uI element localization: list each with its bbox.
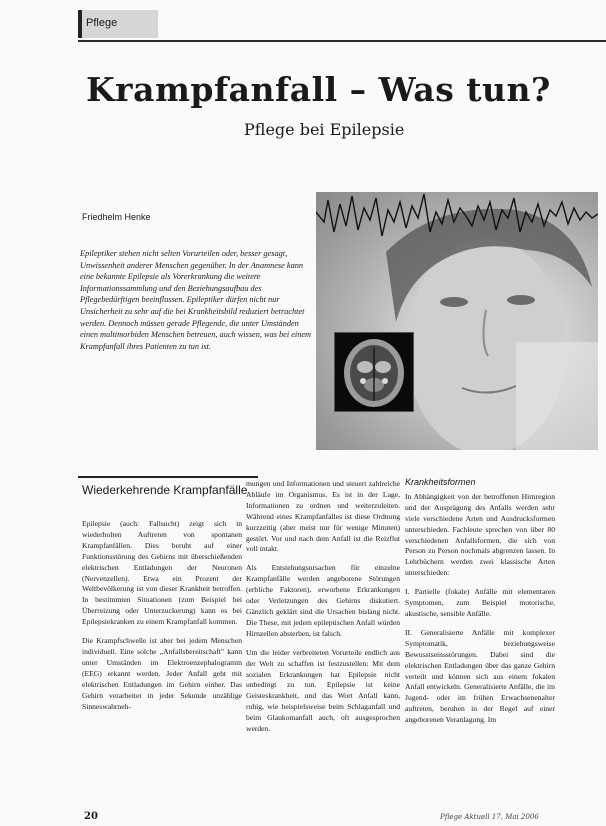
page-number: 20 [84, 811, 98, 822]
column-2 [246, 479, 400, 743]
article-subtitle: Pflege bei Epilepsie [244, 120, 405, 139]
col3-paragraph-1: In Abhängigkeit von der betroffenen Hirnregion und der Ausprägung des Anfalls werden sehr viele verschiedene Arten und Ausdrucksformen unterschieden. Fachleute sprechen von über 80 verschiedenen Anfallsformen, die sich von Person zu Person nochmals abgrenzen lassen. In Lehrbüchern werden zwei klassische Arten unterschieden: [405, 491, 555, 578]
col2-paragraph-2: Als Entstehungsursachen für einzelne Krampfanfälle werden angeborene Störungen (erbliche Faktoren), erworbene Erkrankungen oder Verletzungen des Gehirns diskutiert. Gänzlich geklärt sind die Ursachen bislang nicht. Die These, mit jedem epileptischen Anfall würden Hirnzellen absterben, ist falsch. [246, 563, 400, 638]
footer-source: Pflege Aktuell 17, Mai 2006 [440, 813, 539, 821]
col1-paragraph-2: Die Krampfschwelle ist aber bei jedem Menschen individuell. Eine solche „Anfallsbereitschaft" kann unter Umständen im Elektroenzephalogramm (EEG) erkannt werden. Jeder Anfall geht mit elektrischen Entladungen im Gehirn einher. Das Gehirn verarbeitet in jeder Sekunde unzählige Sinneswahrneh- [82, 636, 242, 711]
brain-scan-image [334, 332, 414, 412]
col2-paragraph-3: Um die leider verbreiteten Vorurteile endlich aus der Welt zu schaffen ist festzustellen: Mit dem sozialen Erkrankungen hat Epilepsie nicht unbedingt zu tun. Epilepsie ist keine Geisteskrankheit, und das Wort Anfall kann, ruhig, wie beispielsweise beim Schlaganfall und beim Glaukomanfall auch, oft ausgesprochen werden. [246, 647, 400, 734]
col2-paragraph-1: mungen und Informationen und steuert zahlreiche Abläufe im Organismus. Es ist in der Lage, Informationen zu ordnen und weiterzuleiten. Während eines Krampfanfalles ist diese Ordnung kurzzeitig (aber meist nur für wenige Minuten) gestört. Vor und nach dem Anfall ist die Reizflut voll intakt. [246, 479, 400, 554]
col1-paragraph-1: Epilepsie (auch: Fallsucht) zeigt sich in wiederholten Auftreten von spontanen Krampfanfällen. Dies beruht auf einer Funktionsstörung des Gehirns mit überschießenden elektrischen Entladungen der Neuronen (Nervenzellen). Etwa ein Prozent der Weltbevölkerung ist von dieser Krankheit betroffen. In bestimmten Situationen (zum Beispiel bei Überreizung oder Unterzuckerung) kann es bei Epilepsiekranken zu einem Krampfanfall kommen. [82, 519, 242, 627]
col3-paragraph-2: I. Partielle (fokale) Anfälle mit elementaren Symptomen, zum Beispiel motorische, akustische, sensible Anfälle. [405, 587, 555, 618]
header-rule [78, 40, 606, 42]
column-3 [405, 477, 555, 734]
intro-text: Epileptiker stehen nicht selten Vorurteilen oder, besser gesagt, Unwissenheit anderer Menschen gegenüber. In der Anamnese kann eine bekannte Epilepsie als Vorerkrankung die weitere Informationssammlung und den Beziehungsaufbau des Pflegebedürftigen beeinflussen. Epileptiker dürfen nicht nur Unsicherheit zu sehr auf die bei Krankheitsbild reduziert betrachtet werden. Dennoch müssen gerade Pflegende, die unter Umständen einen multimorbiden Menschen betreuen, auch wissen, was bei einem Krampfanfall ihres Patienten zu tun ist. [80, 249, 312, 351]
box-title: Wiederkehrende Krampfanfälle [82, 483, 248, 497]
section-label: Pflege [86, 17, 118, 29]
col3-paragraph-3: II. Generalisierte Anfälle mit komplexer Symptomatik, beziehungsweise Bewusstseinsstörungen. Dabei sind die elektrischen Entladungen über das ganze Gehirn verteilt und können sich aus einem fokalen Anfall entwickeln. Generalisierte Anfälle, die im Jugend- oder im frühen Erwachsenenalter auftreten, beruhen in der Regel auf einer angeborenen Veranlagung. Im [405, 627, 555, 725]
col3-heading: Krankheitsformen [405, 477, 476, 487]
eeg-trace [316, 192, 598, 252]
author-name: Friedhelm Henke [82, 212, 151, 222]
article-title: Krampfanfall – Was tun? [86, 70, 551, 109]
column-1 [82, 519, 242, 720]
